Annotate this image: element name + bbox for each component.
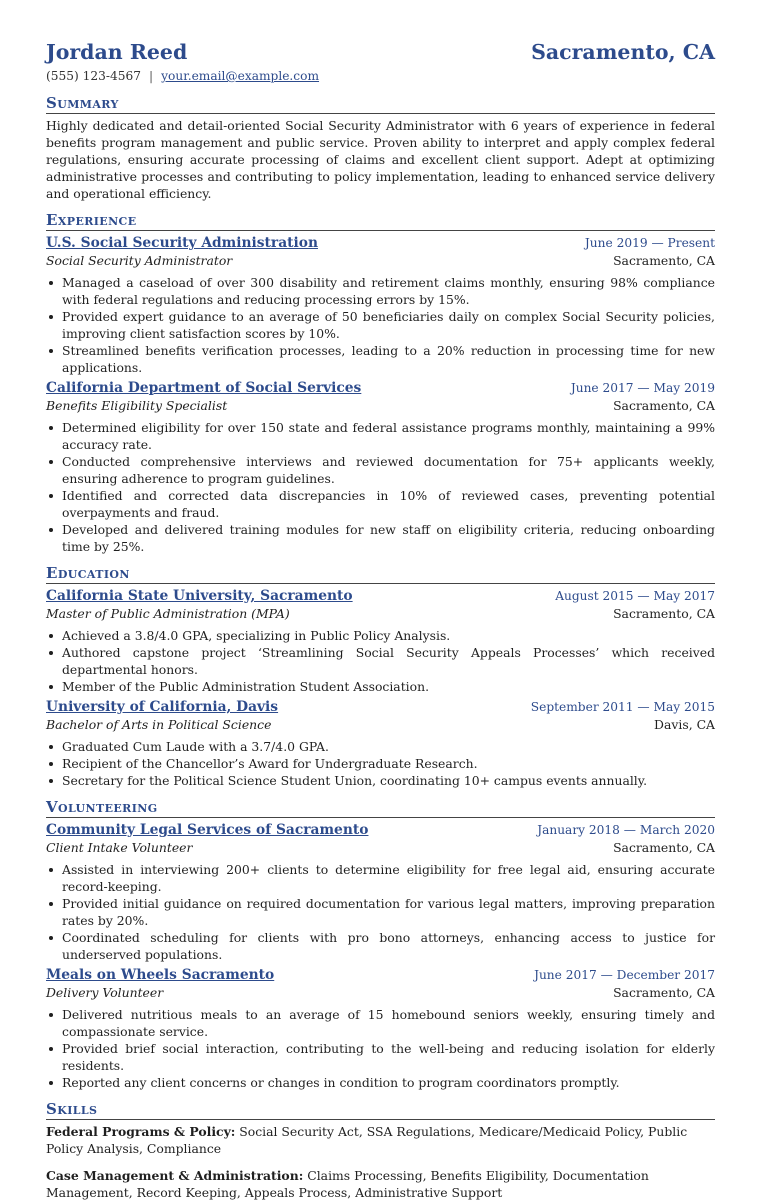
entry-subheading-row	[46, 984, 715, 1001]
list-item: Provided initial guidance on required documentation for various legal matters, improving preparation rates by 20%.	[62, 896, 715, 928]
entry-heading-row	[46, 698, 715, 716]
entry-role: Delivery Volunteer	[46, 985, 164, 1000]
bullet-list	[46, 861, 715, 963]
entry-subheading-row	[46, 839, 715, 856]
section-title-summary: Summary	[46, 94, 715, 114]
list-item: Reported any client concerns or changes in condition to program coordinators promptly.	[62, 1074, 715, 1091]
list-item: Graduated Cum Laude with a 3.7/4.0 GPA.	[62, 738, 715, 755]
bullet-list	[46, 1006, 715, 1091]
list-item: Delivered nutritious meals to an average of 15 homebound seniors weekly, ensuring timely and compassionate service.	[62, 1007, 715, 1039]
skill-line	[46, 1167, 715, 1201]
experience-list	[46, 234, 715, 555]
entry-role: Benefits Eligibility Specialist	[46, 398, 228, 413]
list-item: Provided brief social interaction, contributing to the well-being and reducing isolation for elderly residents.	[62, 1041, 715, 1073]
entry-dates: June 2019 — Present	[584, 236, 715, 250]
section-title-volunteering: Volunteering	[46, 798, 715, 818]
list-item: Streamlined benefits verification processes, leading to a 20% reduction in processing time for new applications.	[62, 343, 715, 375]
entry-heading-row	[46, 966, 715, 984]
list-item: Achieved a 3.8/4.0 GPA, specializing in Public Policy Analysis.	[62, 627, 715, 644]
entry-degree: Bachelor of Arts in Political Science	[46, 717, 272, 732]
skill-category: Federal Programs & Policy:	[46, 1124, 236, 1139]
section-title-experience: Experience	[46, 211, 715, 231]
entry-place: Sacramento, CA	[613, 606, 715, 621]
email-link[interactable]: your.email@example.com	[161, 69, 320, 83]
entry-heading-row	[46, 587, 715, 605]
volunteering-list	[46, 821, 715, 1091]
list-item: Assisted in interviewing 200+ clients to determine eligibility for free legal aid, ensuring accurate record-keeping.	[62, 862, 715, 894]
entry-subheading-row	[46, 605, 715, 622]
entry-dates: January 2018 — March 2020	[537, 823, 715, 837]
org-link[interactable]: U.S. Social Security Administration	[46, 235, 318, 251]
contact-separator: |	[149, 69, 154, 83]
skill-values: Social Security Act, SSA Regulations, Medicare/Medicaid Policy, Public Policy Analysis, Compliance	[46, 1124, 688, 1156]
bullet-list	[46, 274, 715, 376]
entry-subheading-row	[46, 397, 715, 414]
org-link[interactable]: University of California, Davis	[46, 699, 279, 715]
entry-subheading-row	[46, 716, 715, 733]
list-item: Determined eligibility for over 150 state and federal assistance programs monthly, maintaining a 99% accuracy rate.	[62, 420, 715, 452]
entry-dates: June 2017 — May 2019	[570, 381, 715, 395]
org-link[interactable]: California State University, Sacramento	[46, 588, 353, 604]
entry-place: Sacramento, CA	[613, 398, 715, 413]
list-item: Recipient of the Chancellor’s Award for Undergraduate Research.	[62, 755, 715, 772]
education-entry	[46, 587, 715, 695]
org-link[interactable]: Meals on Wheels Sacramento	[46, 967, 275, 983]
bullet-list	[46, 738, 715, 789]
bullet-list	[46, 419, 715, 555]
entry-degree: Master of Public Administration (MPA)	[46, 606, 290, 621]
phone-number: (555) 123-4567	[46, 69, 142, 83]
entry-heading-row	[46, 821, 715, 839]
list-item: Authored capstone project ‘Streamlining Social Security Appeals Processes’ which received departmental honors.	[62, 645, 715, 677]
experience-entry	[46, 379, 715, 555]
list-item: Provided expert guidance to an average of 50 beneficiaries daily on complex Social Security policies, improving client satisfaction scores by 10%.	[62, 309, 715, 341]
entry-place: Davis, CA	[654, 717, 715, 732]
entry-role: Client Intake Volunteer	[46, 840, 193, 855]
education-entry	[46, 698, 715, 789]
volunteering-entry	[46, 966, 715, 1091]
org-link[interactable]: Community Legal Services of Sacramento	[46, 822, 369, 838]
experience-entry	[46, 234, 715, 376]
entry-place: Sacramento, CA	[613, 840, 715, 855]
entry-dates: August 2015 — May 2017	[555, 589, 715, 603]
list-item: Developed and delivered training modules for new staff on eligibility criteria, reducing onboarding time by 25%.	[62, 522, 715, 554]
list-item: Secretary for the Political Science Student Union, coordinating 10+ campus events annually.	[62, 772, 715, 789]
entry-place: Sacramento, CA	[613, 253, 715, 268]
bullet-list	[46, 627, 715, 695]
volunteering-entry	[46, 821, 715, 963]
skill-line	[46, 1123, 715, 1157]
summary-text: Highly dedicated and detail-oriented Social Security Administrator with 6 years of experience in federal benefits program management and public service. Proven ability to interpret and apply complex federal regulations, ensuring accurate processing of claims and excellent client support. Adept at optimizing administrative processes and contributing to policy implementation, leading to enhanced service delivery and operational efficiency.	[46, 118, 715, 201]
candidate-location: Sacramento, CA	[531, 40, 715, 64]
candidate-name: Jordan Reed	[46, 40, 188, 64]
list-item: Coordinated scheduling for clients with pro bono attorneys, enhancing access to justice for underserved populations.	[62, 930, 715, 962]
resume-header	[46, 38, 715, 66]
list-item: Conducted comprehensive interviews and reviewed documentation for 75+ applicants weekly, ensuring adherence to program guidelines.	[62, 454, 715, 486]
skill-category: Case Management & Administration:	[46, 1168, 304, 1183]
entry-dates: June 2017 — December 2017	[534, 968, 715, 982]
entry-dates: September 2011 — May 2015	[530, 700, 715, 714]
contact-line	[46, 68, 715, 85]
entry-heading-row	[46, 379, 715, 397]
entry-heading-row	[46, 234, 715, 252]
entry-subheading-row	[46, 252, 715, 269]
skills-list	[46, 1123, 715, 1201]
skill-values: Claims Processing, Benefits Eligibility, Documentation Management, Record Keeping, Appeals Process, Administrative Support	[46, 1168, 649, 1200]
section-title-skills: Skills	[46, 1100, 715, 1120]
section-title-education: Education	[46, 564, 715, 584]
list-item: Identified and corrected data discrepancies in 10% of reviewed cases, preventing potential overpayments and fraud.	[62, 488, 715, 520]
list-item: Member of the Public Administration Student Association.	[62, 678, 715, 695]
list-item: Managed a caseload of over 300 disability and retirement claims monthly, ensuring 98% compliance with federal regulations and reducing processing errors by 15%.	[62, 275, 715, 307]
org-link[interactable]: California Department of Social Services	[46, 380, 362, 396]
education-list	[46, 587, 715, 789]
entry-role: Social Security Administrator	[46, 253, 233, 268]
entry-place: Sacramento, CA	[613, 985, 715, 1000]
